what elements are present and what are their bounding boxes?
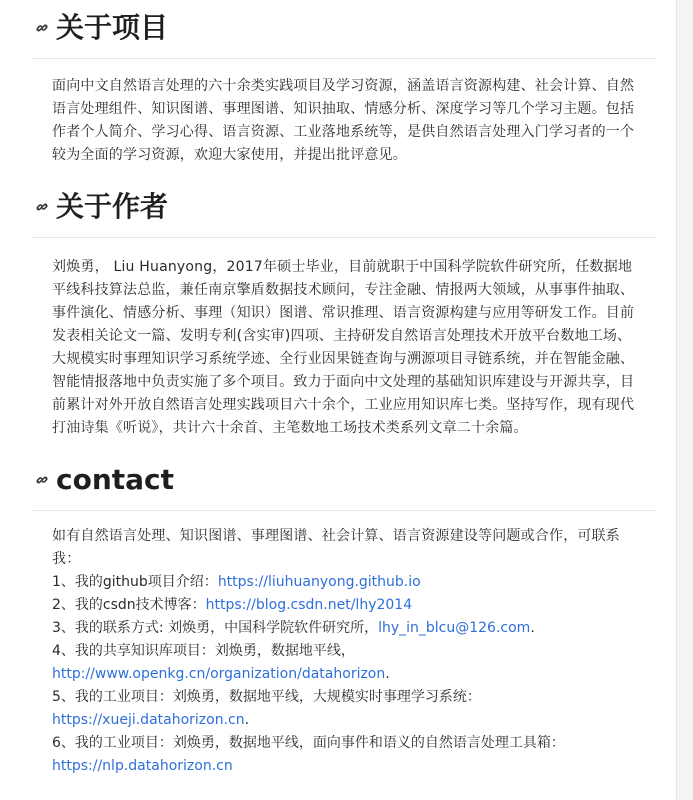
about-project-text: 面向中文自然语言处理的六十余类实践项目及学习资源，涵盖语言资源构建、社会计算、自然语言处理组件、知识图谱、事理图谱、知识抽取、情感分析、深度学习等几个学习主题。包括作者个人简介、学习心得、语言资源、工业落地系统等，是供自然语言处理入门学习者的一个较为全面的学习资源，欢迎大家使用，并提出批评意见。 — [52, 78, 635, 163]
contact-item-prefix: 1、我的github项目介绍： — [52, 574, 218, 590]
section-about-project — [32, 8, 657, 167]
contact-intro: 如有自然语言处理、知识图谱、事理图谱、社会计算、语言资源建设等问题或合作，可联系我： — [52, 528, 620, 567]
contact-item-prefix: 4、我的共享知识库项目：刘焕勇，数据地平线， — [52, 643, 355, 659]
about-author-text: 刘焕勇， Liu Huanyong，2017年硕士毕业，目前就职于中国科学院软件研究所，任数据地平线科技算法总监，兼任南京擎盾数据技术顾问，专注金融、情报两大领域，从事事件抽取、事件演化、情感分析、事理（知识）图谱、常识推理、语言资源构建与应用等研发工作。目前发表相关论文一篇、发明专利(含实审)四项、主持研发自然语言处理技术开放平台数地工场、大规模实时事理知识学习系统学迹、全行业因果链查询与溯源项目寻链系统，并在智能金融、智能情报落地中负责实施了多个项目。致力于面向中文处理的基础知识库建设与开源共享，目前累计对外开放自然语言处理实践项目六十余个，工业应用知识库七类。坚持写作，现有现代打油诗集《听说》，共计六十余首、主笔数地工场技术类系列文章二十余篇。 — [52, 259, 635, 436]
contact-item-5 — [52, 686, 641, 732]
section-contact — [32, 460, 657, 778]
scroll-edge — [676, 0, 693, 800]
about-author-title: 关于作者 — [56, 190, 169, 223]
link-icon[interactable] — [32, 470, 52, 490]
section-heading — [32, 8, 657, 48]
contact-item-6 — [52, 732, 641, 778]
contact-item-suffix: . — [530, 620, 535, 636]
divider — [32, 510, 657, 511]
contact-link-github[interactable]: https://liuhuanyong.github.io — [217, 574, 421, 590]
contact-item-2 — [52, 594, 641, 617]
divider — [32, 58, 657, 59]
contact-list — [32, 571, 657, 778]
contact-item-prefix: 5、我的工业项目：刘焕勇，数据地平线，大规模实时事理学习系统： — [52, 689, 481, 705]
contact-link-csdn[interactable]: https://blog.csdn.net/lhy2014 — [205, 597, 413, 613]
contact-link-email[interactable]: lhy_in_blcu@126.com — [378, 620, 531, 636]
contact-link-nlp[interactable]: https://nlp.datahorizon.cn — [52, 758, 233, 774]
contact-title: contact — [56, 463, 175, 496]
contact-item-suffix: . — [244, 712, 250, 728]
section-heading — [32, 460, 657, 500]
contact-link-openkg[interactable]: http://www.openkg.cn/organization/datahorizon — [52, 666, 386, 682]
about-project-title: 关于项目 — [56, 11, 169, 44]
page-content — [32, 8, 657, 778]
link-icon[interactable] — [32, 197, 52, 217]
contact-item-prefix: 3、我的联系方式: 刘焕勇，中国科学院软件研究所， — [52, 620, 379, 636]
contact-link-xueji[interactable]: https://xueji.datahorizon.cn — [52, 712, 245, 728]
divider — [32, 237, 657, 238]
section-heading — [32, 187, 657, 227]
contact-item-1 — [52, 571, 641, 594]
contact-item-3 — [52, 617, 641, 640]
contact-item-suffix: . — [385, 666, 390, 682]
contact-item-prefix: 2、我的csdn技术博客： — [52, 597, 206, 613]
link-icon[interactable] — [32, 18, 52, 38]
contact-item-4 — [52, 640, 641, 686]
section-about-author — [32, 187, 657, 440]
contact-item-prefix: 6、我的工业项目：刘焕勇，数据地平线，面向事件和语义的自然语言处理工具箱： — [52, 735, 565, 751]
